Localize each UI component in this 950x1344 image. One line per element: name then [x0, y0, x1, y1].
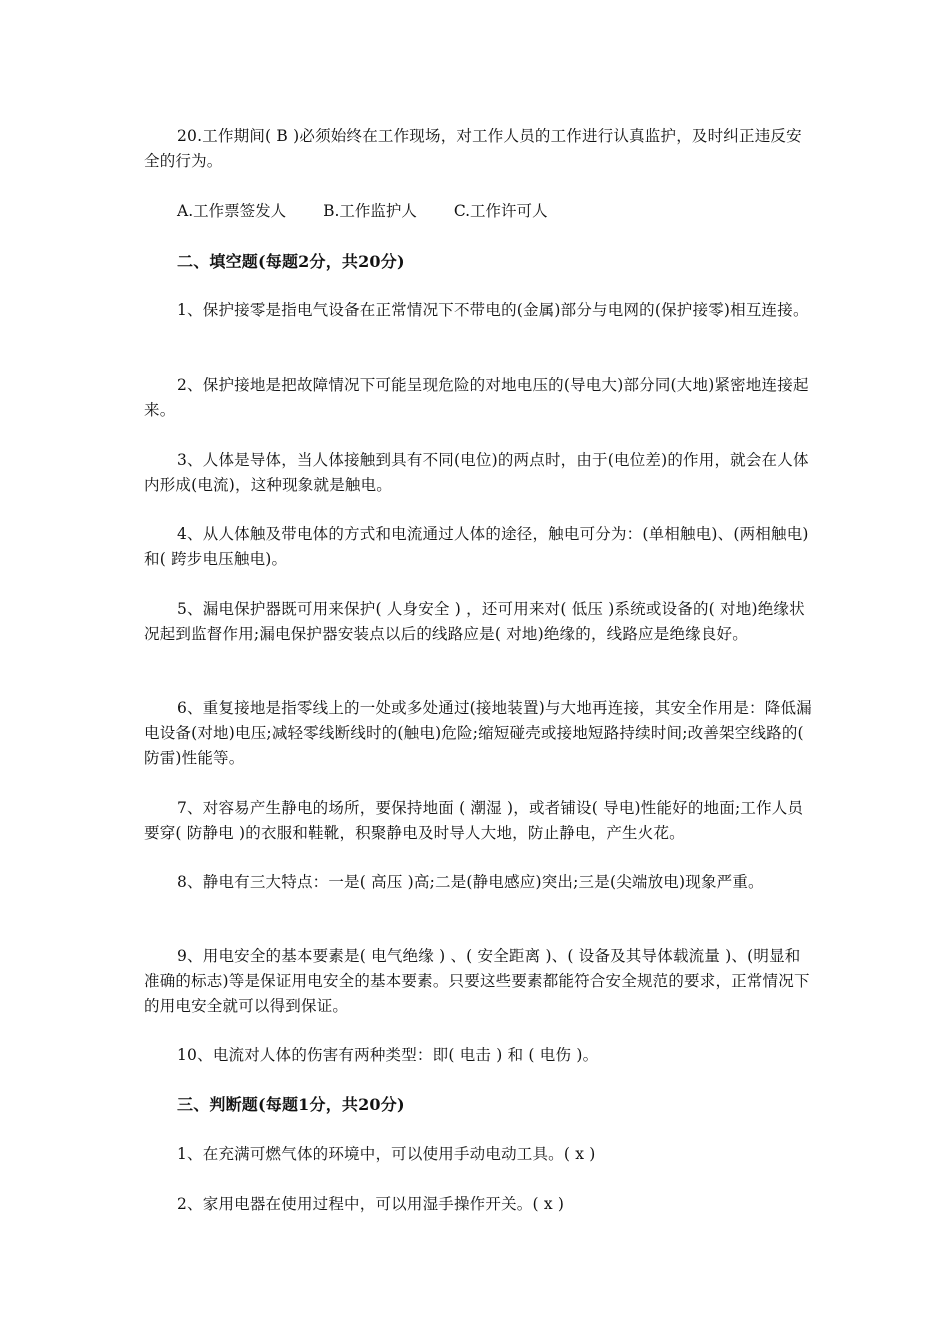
fill-item-3: 3、人体是导体，当人体接触到具有不同(电位)的两点时，由于(电位差)的作用，就会在人体内形成(电流)，这种现象就是触电。 — [144, 451, 809, 494]
option-b: B.工作监护人 — [323, 202, 417, 220]
judge-item-2: 2、家用电器在使用过程中，可以用湿手操作开关。( x ) — [177, 1195, 565, 1213]
judge-item-1: 1、在充满可燃气体的环境中，可以使用手动电动工具。( x ) — [177, 1145, 596, 1163]
fill-item-5: 5、漏电保护器既可用来保护( 人身安全 ) ，还可用来对( 低压 )系统或设备的( 对地)绝缘状况起到监督作用;漏电保护器安装点以后的线路应是( 对地)绝缘的，线路应是绝缘良好。 — [144, 600, 805, 643]
question-20: 20.工作期间( B )必须始终在工作现场，对工作人员的工作进行认真监护，及时纠正违反安全的行为。 — [144, 127, 802, 170]
fill-item-6: 6、重复接地是指零线上的一处或多处通过(接地装置)与大地再连接，其安全作用是：降低漏电设备(对地)电压;减轻零线断线时的(触电)危险;缩短碰壳或接地短路持续时间;改善架空线路的( 防雷)性能等。 — [144, 699, 812, 767]
fill-item-8: 8、静电有三大特点：一是( 高压 )高;二是(静电感应)突出;三是(尖端放电)现象严重。 — [177, 873, 764, 891]
section-2-heading: 二、填空题(每题2分，共20分) — [177, 252, 405, 271]
option-c: C.工作许可人 — [453, 202, 548, 220]
fill-item-4: 4、从人体触及带电体的方式和电流通过人体的途径，触电可分为：(单相触电)、(两相触电)和( 跨步电压触电)。 — [144, 525, 809, 568]
fill-item-9: 9、用电安全的基本要素是( 电气绝缘 ) 、( 安全距离 )、( 设备及其导体载流量 )、(明显和准确的标志)等是保证用电安全的基本要素。只要这些要素都能符合安全规范的要求，正常情况下的用电安全就可以得到保证。 — [144, 947, 810, 1015]
fill-item-7: 7、对容易产生静电的场所，要保持地面 ( 潮湿 )，或者铺设( 导电)性能好的地面;工作人员要穿( 防静电 )的衣服和鞋靴，积聚静电及时导人大地，防止静电，产生火花。 — [144, 799, 804, 842]
fill-item-2: 2、保护接地是把故障情况下可能呈现危险的对地电压的(导电大)部分同(大地)紧密地连接起来。 — [144, 376, 809, 419]
section-3-heading: 三、判断题(每题1分，共20分) — [177, 1095, 405, 1114]
fill-item-1: 1、保护接零是指电气设备在正常情况下不带电的(金属)部分与电网的(保护接零)相互连接。 — [177, 301, 809, 319]
fill-item-10: 10、电流对人体的伤害有两种类型：即( 电击 ) 和 ( 电伤 )。 — [177, 1046, 599, 1064]
question-20-options — [177, 199, 580, 224]
option-a: A.工作票签发人 — [177, 202, 287, 220]
